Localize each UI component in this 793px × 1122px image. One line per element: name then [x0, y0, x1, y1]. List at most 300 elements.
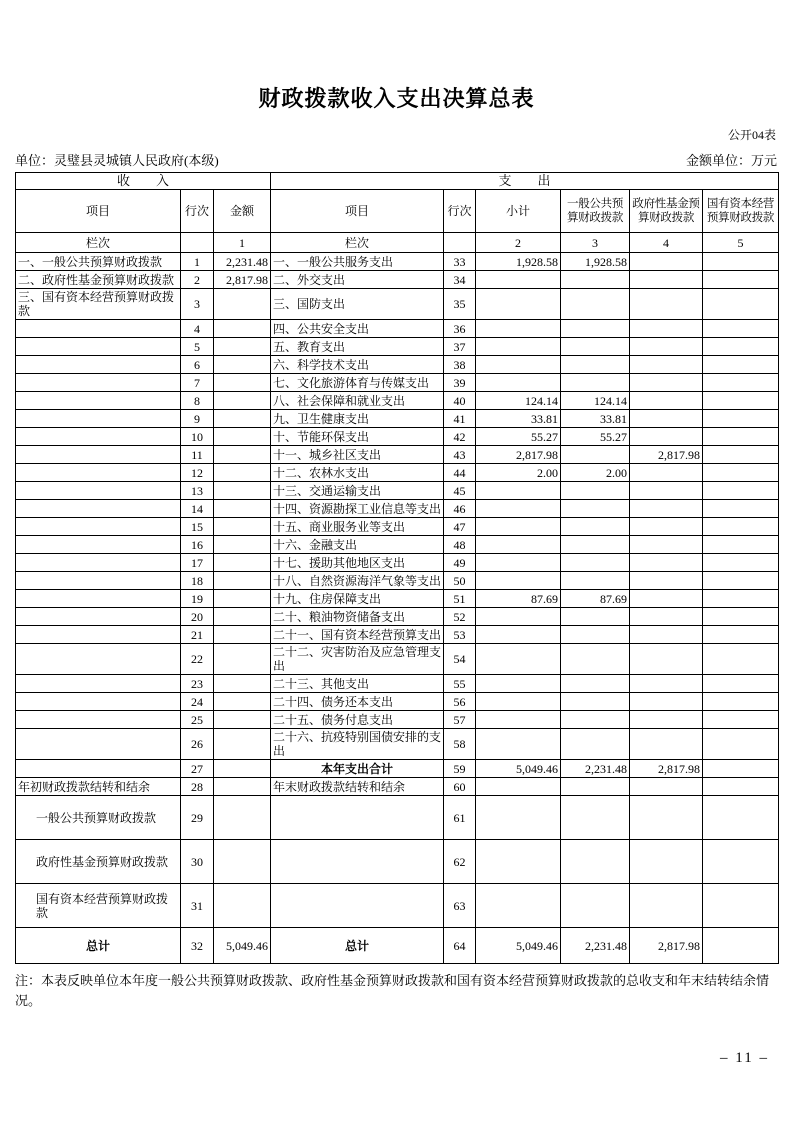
income-line-cell: 9: [181, 410, 214, 428]
income-amount-cell: [214, 644, 271, 675]
income-item-cell: [16, 320, 181, 338]
income-amount-cell: [214, 464, 271, 482]
fiscal-summary-table: [15, 172, 779, 964]
expense-soe-capital-header: 国有资本经营预算财政拨款: [703, 190, 779, 233]
expense-line-cell: 35: [444, 289, 476, 320]
expense-line-cell: 46: [444, 500, 476, 518]
income-amount-cell: [214, 572, 271, 590]
table-row: [16, 446, 779, 464]
income-line-cell: 29: [181, 796, 214, 840]
table-row: [16, 271, 779, 289]
expense-general-cell: 33.81: [561, 410, 630, 428]
expense-general-cell: [561, 693, 630, 711]
expense-gov-fund-cell: [630, 608, 703, 626]
table-row: [16, 884, 779, 928]
income-line-cell: 24: [181, 693, 214, 711]
income-amount-cell: [214, 500, 271, 518]
income-item-cell: 一、一般公共预算财政拨款: [16, 253, 181, 271]
income-item-cell: [16, 392, 181, 410]
expense-soe-cell: [703, 590, 779, 608]
expense-subtotal-cell: 2.00: [476, 464, 561, 482]
expense-subtotal-cell: [476, 884, 561, 928]
expense-gov-fund-cell: [630, 675, 703, 693]
expense-soe-cell: [703, 500, 779, 518]
table-row: [16, 500, 779, 518]
expense-lane-5: 5: [703, 233, 779, 253]
expense-gov-fund-cell: [630, 356, 703, 374]
income-amount-cell: [214, 536, 271, 554]
income-amount-cell: 2,231.48: [214, 253, 271, 271]
table-row: [16, 644, 779, 675]
expense-line-cell: 59: [444, 760, 476, 778]
table-row: [16, 608, 779, 626]
expense-line-cell: 36: [444, 320, 476, 338]
expense-soe-cell: [703, 271, 779, 289]
income-amount-cell: [214, 518, 271, 536]
expense-item-cell: 总计: [271, 928, 444, 964]
expense-gov-fund-cell: [630, 644, 703, 675]
income-item-cell: [16, 711, 181, 729]
expense-gov-fund-cell: [630, 464, 703, 482]
income-amount-cell: [214, 446, 271, 464]
income-item-cell: [16, 572, 181, 590]
table-row: [16, 518, 779, 536]
income-amount-cell: [214, 338, 271, 356]
expense-gov-fund-cell: [630, 554, 703, 572]
income-line-cell: 12: [181, 464, 214, 482]
income-line-cell: 1: [181, 253, 214, 271]
income-amount-cell: [214, 590, 271, 608]
income-item-cell: [16, 760, 181, 778]
expense-item-cell: 八、社会保障和就业支出: [271, 392, 444, 410]
income-item-cell: [16, 693, 181, 711]
expense-subtotal-cell: 55.27: [476, 428, 561, 446]
expense-soe-cell: [703, 840, 779, 884]
expense-lane-label: 栏次: [271, 233, 444, 253]
meta-row: [15, 150, 777, 169]
expense-item-cell: 三、国防支出: [271, 289, 444, 320]
expense-general-cell: [561, 884, 630, 928]
expense-gov-fund-cell: [630, 778, 703, 796]
income-line-header: 行次: [181, 190, 214, 233]
income-amount-header: 金额: [214, 190, 271, 233]
expense-gov-fund-cell: 2,817.98: [630, 928, 703, 964]
expense-general-cell: [561, 271, 630, 289]
table-row: [16, 392, 779, 410]
expense-item-cell: [271, 840, 444, 884]
income-line-cell: 17: [181, 554, 214, 572]
expense-general-cell: [561, 446, 630, 464]
expense-line-cell: 40: [444, 392, 476, 410]
expense-item-cell: [271, 796, 444, 840]
income-amount-cell: [214, 675, 271, 693]
income-item-cell: [16, 518, 181, 536]
expense-item-cell: 二十五、债务付息支出: [271, 711, 444, 729]
expense-item-cell: 十九、住房保障支出: [271, 590, 444, 608]
table-row: [16, 572, 779, 590]
expense-gov-fund-cell: [630, 289, 703, 320]
income-line-cell: 7: [181, 374, 214, 392]
table-row: [16, 289, 779, 320]
income-line-cell: 14: [181, 500, 214, 518]
income-item-cell: [16, 464, 181, 482]
expense-item-cell: 十二、农林水支出: [271, 464, 444, 482]
income-line-cell: 21: [181, 626, 214, 644]
expense-item-cell: 二十一、国有资本经营预算支出: [271, 626, 444, 644]
expense-line-cell: 38: [444, 356, 476, 374]
expense-gov-fund-cell: [630, 518, 703, 536]
expense-item-cell: 十四、资源勘探工业信息等支出: [271, 500, 444, 518]
expense-item-cell: 二、外交支出: [271, 271, 444, 289]
income-line-cell: 3: [181, 289, 214, 320]
expense-gov-fund-cell: [630, 884, 703, 928]
income-line-cell: 8: [181, 392, 214, 410]
income-amount-cell: [214, 778, 271, 796]
expense-lane-2: 2: [476, 233, 561, 253]
expense-gov-fund-cell: [630, 590, 703, 608]
expense-general-cell: [561, 608, 630, 626]
expense-soe-cell: [703, 410, 779, 428]
expense-soe-cell: [703, 464, 779, 482]
table-row: [16, 693, 779, 711]
expense-item-cell: 本年支出合计: [271, 760, 444, 778]
expense-subtotal-cell: [476, 356, 561, 374]
expense-item-cell: 二十、粮油物资储备支出: [271, 608, 444, 626]
expense-general-cell: 87.69: [561, 590, 630, 608]
income-item-cell: [16, 338, 181, 356]
expense-general-cell: [561, 711, 630, 729]
expense-subtotal-cell: [476, 271, 561, 289]
expense-soe-cell: [703, 428, 779, 446]
expense-general-cell: [561, 500, 630, 518]
expense-subtotal-cell: [476, 482, 561, 500]
expense-general-cell: [561, 554, 630, 572]
expense-line-cell: 47: [444, 518, 476, 536]
expense-soe-cell: [703, 536, 779, 554]
expense-soe-cell: [703, 289, 779, 320]
income-item-cell: 国有资本经营预算财政拨款: [16, 884, 181, 928]
expense-general-cell: [561, 840, 630, 884]
expense-general-cell: 1,928.58: [561, 253, 630, 271]
expense-general-cell: [561, 644, 630, 675]
income-item-cell: 二、政府性基金预算财政拨款: [16, 271, 181, 289]
expense-soe-cell: [703, 796, 779, 840]
table-row: [16, 675, 779, 693]
expense-line-cell: 51: [444, 590, 476, 608]
expense-general-cell: 124.14: [561, 392, 630, 410]
expense-soe-cell: [703, 608, 779, 626]
income-section-header: 收 入: [16, 173, 271, 190]
expense-subtotal-cell: [476, 338, 561, 356]
expense-item-cell: 二十四、债务还本支出: [271, 693, 444, 711]
expense-gov-fund-cell: [630, 482, 703, 500]
income-line-cell: 23: [181, 675, 214, 693]
income-line-cell: 28: [181, 778, 214, 796]
expense-subtotal-cell: [476, 608, 561, 626]
expense-subtotal-cell: [476, 626, 561, 644]
table-row: [16, 536, 779, 554]
expense-soe-cell: [703, 572, 779, 590]
expense-subtotal-cell: [476, 840, 561, 884]
expense-subtotal-cell: 1,928.58: [476, 253, 561, 271]
expense-item-cell: 二十三、其他支出: [271, 675, 444, 693]
income-item-cell: [16, 729, 181, 760]
expense-item-cell: 十七、援助其他地区支出: [271, 554, 444, 572]
expense-subtotal-header: 小计: [476, 190, 561, 233]
expense-item-cell: 二十二、灾害防治及应急管理支出: [271, 644, 444, 675]
expense-item-cell: 一、一般公共服务支出: [271, 253, 444, 271]
income-line-cell: 2: [181, 271, 214, 289]
income-item-cell: [16, 536, 181, 554]
expense-general-cell: [561, 626, 630, 644]
income-amount-cell: [214, 289, 271, 320]
expense-gov-fund-cell: [630, 374, 703, 392]
expense-soe-cell: [703, 729, 779, 760]
income-lane-1: 1: [214, 233, 271, 253]
expense-item-cell: 十五、商业服务业等支出: [271, 518, 444, 536]
income-line-cell: 26: [181, 729, 214, 760]
expense-soe-cell: [703, 711, 779, 729]
income-item-cell: 总计: [16, 928, 181, 964]
expense-subtotal-cell: 33.81: [476, 410, 561, 428]
income-amount-cell: [214, 693, 271, 711]
expense-line-cell: 60: [444, 778, 476, 796]
expense-item-cell: 十三、交通运输支出: [271, 482, 444, 500]
expense-lane-3: 3: [561, 233, 630, 253]
income-line-cell: 30: [181, 840, 214, 884]
expense-soe-cell: [703, 253, 779, 271]
expense-general-cell: 2,231.48: [561, 928, 630, 964]
income-line-cell: 22: [181, 644, 214, 675]
income-item-cell: [16, 500, 181, 518]
income-item-cell: [16, 410, 181, 428]
form-number-label: 公开04表: [727, 128, 776, 142]
expense-gov-fund-cell: [630, 410, 703, 428]
expense-line-cell: 44: [444, 464, 476, 482]
income-amount-cell: [214, 392, 271, 410]
table-row: [16, 840, 779, 884]
income-line-cell: 25: [181, 711, 214, 729]
expense-line-cell: 41: [444, 410, 476, 428]
expense-lane-4: 4: [630, 233, 703, 253]
expense-item-cell: 五、教育支出: [271, 338, 444, 356]
income-amount-cell: [214, 729, 271, 760]
expense-gov-fund-cell: [630, 320, 703, 338]
expense-line-cell: 61: [444, 796, 476, 840]
expense-soe-cell: [703, 446, 779, 464]
income-line-cell: 5: [181, 338, 214, 356]
table-row: [16, 626, 779, 644]
expense-subtotal-cell: [476, 320, 561, 338]
expense-gov-fund-cell: [630, 711, 703, 729]
income-item-cell: 政府性基金预算财政拨款: [16, 840, 181, 884]
expense-soe-cell: [703, 392, 779, 410]
expense-subtotal-cell: 87.69: [476, 590, 561, 608]
income-amount-cell: [214, 626, 271, 644]
expense-line-cell: 54: [444, 644, 476, 675]
expense-line-cell: 48: [444, 536, 476, 554]
page-number: – 11 –: [720, 1050, 769, 1066]
expense-subtotal-cell: 2,817.98: [476, 446, 561, 464]
expense-soe-cell: [703, 884, 779, 928]
expense-gov-fund-cell: [630, 271, 703, 289]
expense-subtotal-cell: [476, 778, 561, 796]
income-lane-label: 栏次: [16, 233, 181, 253]
expense-line-cell: 50: [444, 572, 476, 590]
income-item-cell: [16, 608, 181, 626]
income-amount-cell: [214, 374, 271, 392]
expense-general-cell: [561, 482, 630, 500]
income-line-cell: 13: [181, 482, 214, 500]
expense-gov-fund-cell: [630, 428, 703, 446]
expense-gov-fund-cell: [630, 840, 703, 884]
expense-general-cell: [561, 338, 630, 356]
amount-unit-label: 金额单位：万元: [685, 153, 777, 168]
expense-gov-fund-cell: 2,817.98: [630, 446, 703, 464]
income-item-cell: 一般公共预算财政拨款: [16, 796, 181, 840]
expense-subtotal-cell: [476, 693, 561, 711]
income-item-cell: 三、国有资本经营预算财政拨款: [16, 289, 181, 320]
income-item-cell: [16, 554, 181, 572]
expense-gov-fund-cell: 2,817.98: [630, 760, 703, 778]
expense-general-cell: [561, 729, 630, 760]
expense-line-cell: 55: [444, 675, 476, 693]
footnote: 注：本表反映单位本年度一般公共预算财政拨款、政府性基金预算财政拨款和国有资本经营预算财政拨款的总收支和年末结转结余情况。: [15, 973, 770, 1008]
expense-subtotal-cell: [476, 518, 561, 536]
column-header-row: [16, 190, 779, 233]
income-amount-cell: [214, 840, 271, 884]
expense-line-cell: 58: [444, 729, 476, 760]
expense-soe-cell: [703, 778, 779, 796]
expense-general-cell: [561, 572, 630, 590]
expense-item-cell: 十、节能环保支出: [271, 428, 444, 446]
expense-gov-fund-cell: [630, 392, 703, 410]
income-item-cell: [16, 626, 181, 644]
expense-soe-cell: [703, 320, 779, 338]
expense-line-cell: 53: [444, 626, 476, 644]
expense-soe-cell: [703, 626, 779, 644]
expense-general-cell: [561, 675, 630, 693]
expense-item-cell: 六、科学技术支出: [271, 356, 444, 374]
income-line-cell: 6: [181, 356, 214, 374]
expense-general-cell: [561, 536, 630, 554]
expense-gov-fund-cell: [630, 729, 703, 760]
income-line-cell: 4: [181, 320, 214, 338]
table-row: [16, 464, 779, 482]
expense-soe-cell: [703, 693, 779, 711]
expense-soe-cell: [703, 482, 779, 500]
income-item-cell: [16, 590, 181, 608]
expense-line-cell: 43: [444, 446, 476, 464]
table-row: [16, 711, 779, 729]
expense-section-header: 支 出: [271, 173, 779, 190]
expense-gov-fund-cell: [630, 338, 703, 356]
expense-subtotal-cell: [476, 729, 561, 760]
expense-subtotal-cell: [476, 500, 561, 518]
expense-gov-fund-cell: [630, 253, 703, 271]
expense-gov-fund-cell: [630, 693, 703, 711]
expense-subtotal-cell: [476, 675, 561, 693]
income-amount-cell: [214, 356, 271, 374]
expense-subtotal-cell: [476, 554, 561, 572]
table-row: [16, 760, 779, 778]
income-amount-cell: [214, 711, 271, 729]
income-amount-cell: [214, 554, 271, 572]
lane-number-row: [16, 233, 779, 253]
page-title: 财政拨款收入支出决算总表: [258, 86, 535, 111]
expense-line-cell: 39: [444, 374, 476, 392]
table-row: [16, 410, 779, 428]
expense-item-cell: 十一、城乡社区支出: [271, 446, 444, 464]
table-row: [16, 796, 779, 840]
income-amount-cell: [214, 428, 271, 446]
income-line-cell: 10: [181, 428, 214, 446]
expense-general-cell: [561, 778, 630, 796]
expense-subtotal-cell: [476, 374, 561, 392]
expense-line-cell: 57: [444, 711, 476, 729]
expense-line-cell: 45: [444, 482, 476, 500]
table-row: [16, 482, 779, 500]
income-amount-cell: [214, 884, 271, 928]
income-amount-cell: [214, 608, 271, 626]
expense-item-cell: 七、文化旅游体育与传媒支出: [271, 374, 444, 392]
income-item-header: 项目: [16, 190, 181, 233]
table-row: [16, 778, 779, 796]
section-header-row: [16, 173, 779, 190]
income-amount-cell: [214, 482, 271, 500]
table-row: [16, 590, 779, 608]
income-amount-cell: 5,049.46: [214, 928, 271, 964]
expense-line-cell: 64: [444, 928, 476, 964]
expense-line-cell: 33: [444, 253, 476, 271]
income-line-cell: 19: [181, 590, 214, 608]
table-row: [16, 338, 779, 356]
expense-general-cell: 2,231.48: [561, 760, 630, 778]
expense-line-cell: 52: [444, 608, 476, 626]
income-line-cell: 32: [181, 928, 214, 964]
expense-soe-cell: [703, 644, 779, 675]
income-line-cell: 16: [181, 536, 214, 554]
income-item-cell: [16, 446, 181, 464]
expense-item-header: 项目: [271, 190, 444, 233]
expense-soe-cell: [703, 374, 779, 392]
expense-subtotal-cell: [476, 289, 561, 320]
expense-gov-fund-cell: [630, 536, 703, 554]
income-item-cell: [16, 482, 181, 500]
income-item-cell: 年初财政拨款结转和结余: [16, 778, 181, 796]
expense-soe-cell: [703, 356, 779, 374]
expense-soe-cell: [703, 338, 779, 356]
income-item-cell: [16, 356, 181, 374]
income-line-cell: 20: [181, 608, 214, 626]
table-row: [16, 729, 779, 760]
expense-item-cell: 年末财政拨款结转和结余: [271, 778, 444, 796]
expense-line-cell: 34: [444, 271, 476, 289]
expense-gov-fund-cell: [630, 796, 703, 840]
income-amount-cell: 2,817.98: [214, 271, 271, 289]
expense-item-cell: [271, 884, 444, 928]
expense-soe-cell: [703, 760, 779, 778]
expense-gov-fund-cell: [630, 626, 703, 644]
expense-line-cell: 49: [444, 554, 476, 572]
expense-subtotal-cell: [476, 711, 561, 729]
income-item-cell: [16, 644, 181, 675]
expense-soe-cell: [703, 675, 779, 693]
income-amount-cell: [214, 760, 271, 778]
expense-subtotal-cell: [476, 644, 561, 675]
expense-general-cell: [561, 289, 630, 320]
expense-subtotal-cell: [476, 796, 561, 840]
